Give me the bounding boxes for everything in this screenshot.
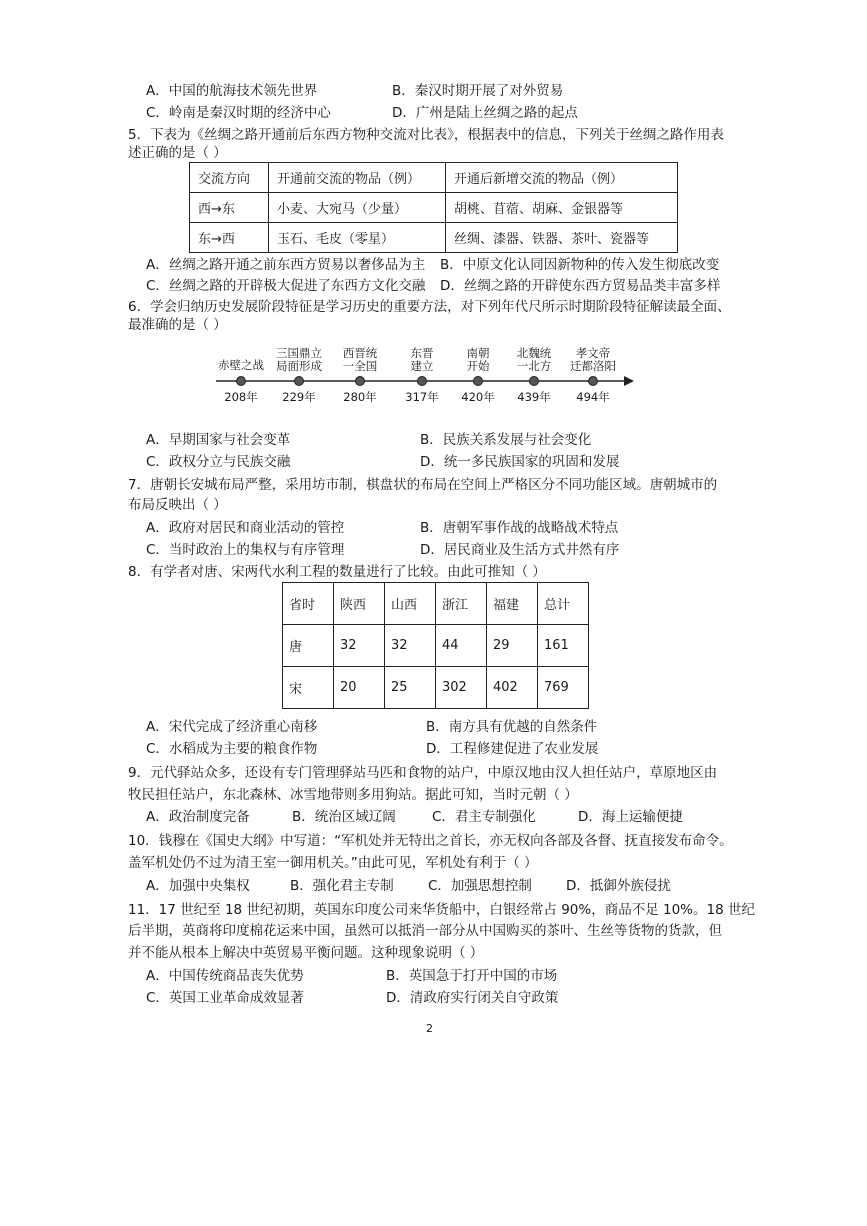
- table-row: [283, 667, 589, 709]
- q8-option-d: D．工程修建促进了农业发展: [426, 741, 599, 757]
- q7-option-a: A．政府对居民和商业活动的管控: [146, 520, 345, 536]
- table-row: [190, 193, 678, 223]
- q7-option-c: C．当时政治上的集权与有序管理: [146, 542, 345, 558]
- timeline-dot: [356, 377, 365, 386]
- q9-stem-line2: 牧民担任站户，东北森林、冰雪地带则多用狗站。据此可知，当时元朝（ ）: [128, 787, 578, 803]
- timeline-dot: [530, 377, 539, 386]
- q6-option-d: D．统一多民族国家的巩固和发展: [420, 454, 620, 470]
- timeline-year-label: 420年: [461, 390, 495, 404]
- table-cell: 302: [436, 667, 487, 709]
- timeline-point: [461, 346, 495, 404]
- timeline-dot: [295, 377, 304, 386]
- table-cell: 32: [334, 625, 385, 667]
- table-cell: 29: [487, 625, 538, 667]
- table-header-cell: 陕西: [334, 583, 385, 625]
- q8-water-project-table: [282, 582, 589, 709]
- q5-option-b: B．中原文化认同因新物种的传入发生彻底改变: [440, 257, 720, 273]
- timeline-event-label: 局面形成: [276, 359, 322, 373]
- table-header-row: [190, 163, 678, 193]
- timeline-year-label: 280年: [343, 390, 377, 404]
- table-cell: 161: [538, 625, 589, 667]
- q8-option-a: A．宋代完成了经济重心南移: [146, 719, 318, 735]
- q8-option-b: B．南方具有优越的自然条件: [426, 719, 598, 735]
- timeline-year-label: 208年: [224, 390, 258, 404]
- q11-option-a: A．中国传统商品丧失优势: [146, 968, 304, 984]
- timeline-point: [570, 346, 616, 404]
- table-header-row: [283, 583, 589, 625]
- q10-option-d: D．抵御外族侵扰: [566, 878, 671, 894]
- timeline-dot: [474, 377, 483, 386]
- timeline-event-label: 西晋统: [342, 346, 378, 360]
- q11-stem-line1: 11．17 世纪至 18 世纪初期，英国东印度公司来华货船中，白银经常占 90%，商品不足 10%。18 世纪: [128, 902, 755, 918]
- q5-stem-line2: 述正确的是（ ）: [128, 145, 227, 161]
- table-cell: 玉石、毛皮（零星）: [269, 223, 446, 253]
- q10-stem-line1: 10．钱穆在《国史大纲》中写道：“军机处并无特出之首长，亦无权向各部及各督、抚直接发布命令。: [128, 833, 733, 849]
- q5-exchange-table: [189, 162, 678, 253]
- q7-option-b: B．唐朝军事作战的战略战术特点: [420, 520, 619, 536]
- q6-option-c: C．政权分立与民族交融: [146, 454, 291, 470]
- table-cell: 东→西: [190, 223, 269, 253]
- q10-option-c: C．加强思想控制: [428, 878, 532, 894]
- timeline-event-label: 南朝: [466, 346, 490, 360]
- q4-option-d: D．广州是陆上丝绸之路的起点: [392, 105, 578, 121]
- timeline-point: [276, 346, 322, 404]
- q11-option-d: D．清政府实行闭关自守政策: [386, 990, 559, 1006]
- table-header-cell: 总计: [538, 583, 589, 625]
- q10-option-b: B．强化君主专制: [290, 878, 394, 894]
- table-cell: 小麦、大宛马（少量）: [269, 193, 446, 223]
- q6-option-b: B．民族关系发展与社会变化: [420, 432, 592, 448]
- table-cell: 44: [436, 625, 487, 667]
- q4-option-b: B．秦汉时期开展了对外贸易: [392, 83, 564, 99]
- q4-option-c: C．岭南是秦汉时期的经济中心: [146, 105, 331, 121]
- timeline-dot: [589, 377, 598, 386]
- q11-stem-line3: 并不能从根本上解决中英贸易平衡问题。这种现象说明（ ）: [128, 945, 484, 961]
- table-cell: 宋: [283, 667, 334, 709]
- table-cell: 西→东: [190, 193, 269, 223]
- q11-option-c: C．英国工业革命成效显著: [146, 990, 304, 1006]
- table-cell: 32: [385, 625, 436, 667]
- q5-option-d: D．丝绸之路的开辟使东西方贸易品类丰富多样: [440, 278, 721, 294]
- timeline-event-label: 孝文帝: [575, 346, 611, 360]
- table-row: [190, 223, 678, 253]
- table-row: [283, 625, 589, 667]
- table-cell: 25: [385, 667, 436, 709]
- q11-stem-line2: 后半期，英商将印度棉花运来中国，虽然可以抵消一部分从中国购买的茶叶、生丝等货物的货款，但: [128, 923, 722, 939]
- timeline-event-label: 建立: [410, 359, 434, 373]
- q5-option-a: A．丝绸之路开通之前东西方贸易以奢侈品为主: [146, 257, 426, 273]
- q11-option-b: B．英国急于打开中国的市场: [386, 968, 558, 984]
- table-cell: 丝绸、漆器、铁器、茶叶、瓷器等: [446, 223, 678, 253]
- table-cell: 402: [487, 667, 538, 709]
- table-header-cell: 交流方向: [190, 163, 269, 193]
- q4-option-a: A．中国的航海技术领先世界: [146, 83, 318, 99]
- q6-option-a: A．早期国家与社会变革: [146, 432, 291, 448]
- table-cell: 20: [334, 667, 385, 709]
- table-header-cell: 福建: [487, 583, 538, 625]
- table-cell: 胡桃、苜蓿、胡麻、金银器等: [446, 193, 678, 223]
- timeline-event-label: 三国鼎立: [276, 346, 322, 360]
- timeline-event-label: 一北方: [516, 359, 552, 373]
- timeline-year-label: 317年: [405, 390, 439, 404]
- q9-option-c: C．君主专制强化: [432, 809, 536, 825]
- q7-stem-line2: 布局反映出（ ）: [128, 497, 227, 513]
- q8-option-c: C．水稻成为主要的粮食作物: [146, 741, 318, 757]
- table-header-cell: 浙江: [436, 583, 487, 625]
- q6-stem-line2: 最准确的是（ ）: [128, 317, 227, 333]
- q10-option-a: A．加强中央集权: [146, 878, 250, 894]
- table-cell: 769: [538, 667, 589, 709]
- timeline-point: [405, 346, 439, 404]
- page-number: 2: [426, 1022, 433, 1035]
- q6-timeline: [212, 335, 637, 410]
- table-header-cell: 省时: [283, 583, 334, 625]
- q6-stem-line1: 6．学会归纳历史发展阶段特征是学习历史的重要方法，对下列年代尺所示时期阶段特征解读最全面、: [128, 299, 731, 315]
- q7-stem-line1: 7．唐朝长安城布局严整，采用坊市制，棋盘状的布局在空间上严格区分不同功能区域。唐朝城市的: [128, 477, 718, 493]
- timeline-arrow-icon: [624, 376, 634, 386]
- q9-stem-line1: 9．元代驿站众多，还设有专门管理驿站马匹和食物的站户，中原汉地由汉人担任站户，草原地区由: [128, 765, 718, 781]
- timeline-event-label: 一全国: [342, 359, 378, 373]
- q10-stem-line2: 盖军机处仍不过为清王室一御用机关。”由此可见，军机处有利于（ ）: [128, 855, 538, 871]
- timeline-year-label: 439年: [517, 390, 551, 404]
- table-header-cell: 开通前交流的物品（例）: [269, 163, 446, 193]
- q5-stem-line1: 5．下表为《丝绸之路开通前后东西方物种交流对比表》，根据表中的信息，下列关于丝绸之路作用表: [128, 127, 724, 143]
- timeline-point: [517, 346, 552, 404]
- table-header-cell: 山西: [385, 583, 436, 625]
- timeline-event-label: 东晋: [410, 346, 434, 360]
- q5-option-c: C．丝绸之路的开辟极大促进了东西方文化交融: [146, 278, 426, 294]
- q9-option-b: B．统治区域辽阔: [292, 809, 396, 825]
- timeline-event-label: 北魏统: [516, 346, 552, 360]
- timeline-year-label: 494年: [576, 390, 610, 404]
- table-cell: 唐: [283, 625, 334, 667]
- timeline-point: [343, 346, 378, 404]
- timeline-event-label: 迁都洛阳: [570, 359, 616, 373]
- q9-option-a: A．政治制度完备: [146, 809, 250, 825]
- timeline-event-label: 开始: [466, 359, 490, 373]
- q8-stem: 8．有学者对唐、宋两代水利工程的数量进行了比较。由此可推知（ ）: [128, 564, 546, 580]
- q7-option-d: D．居民商业及生活方式井然有序: [420, 542, 620, 558]
- timeline-dot: [237, 377, 246, 386]
- timeline-year-label: 229年: [282, 390, 316, 404]
- q9-option-d: D．海上运输便捷: [578, 809, 683, 825]
- timeline-event-label: 赤壁之战: [218, 358, 264, 372]
- table-header-cell: 开通后新增交流的物品（例）: [446, 163, 678, 193]
- timeline-dot: [418, 377, 427, 386]
